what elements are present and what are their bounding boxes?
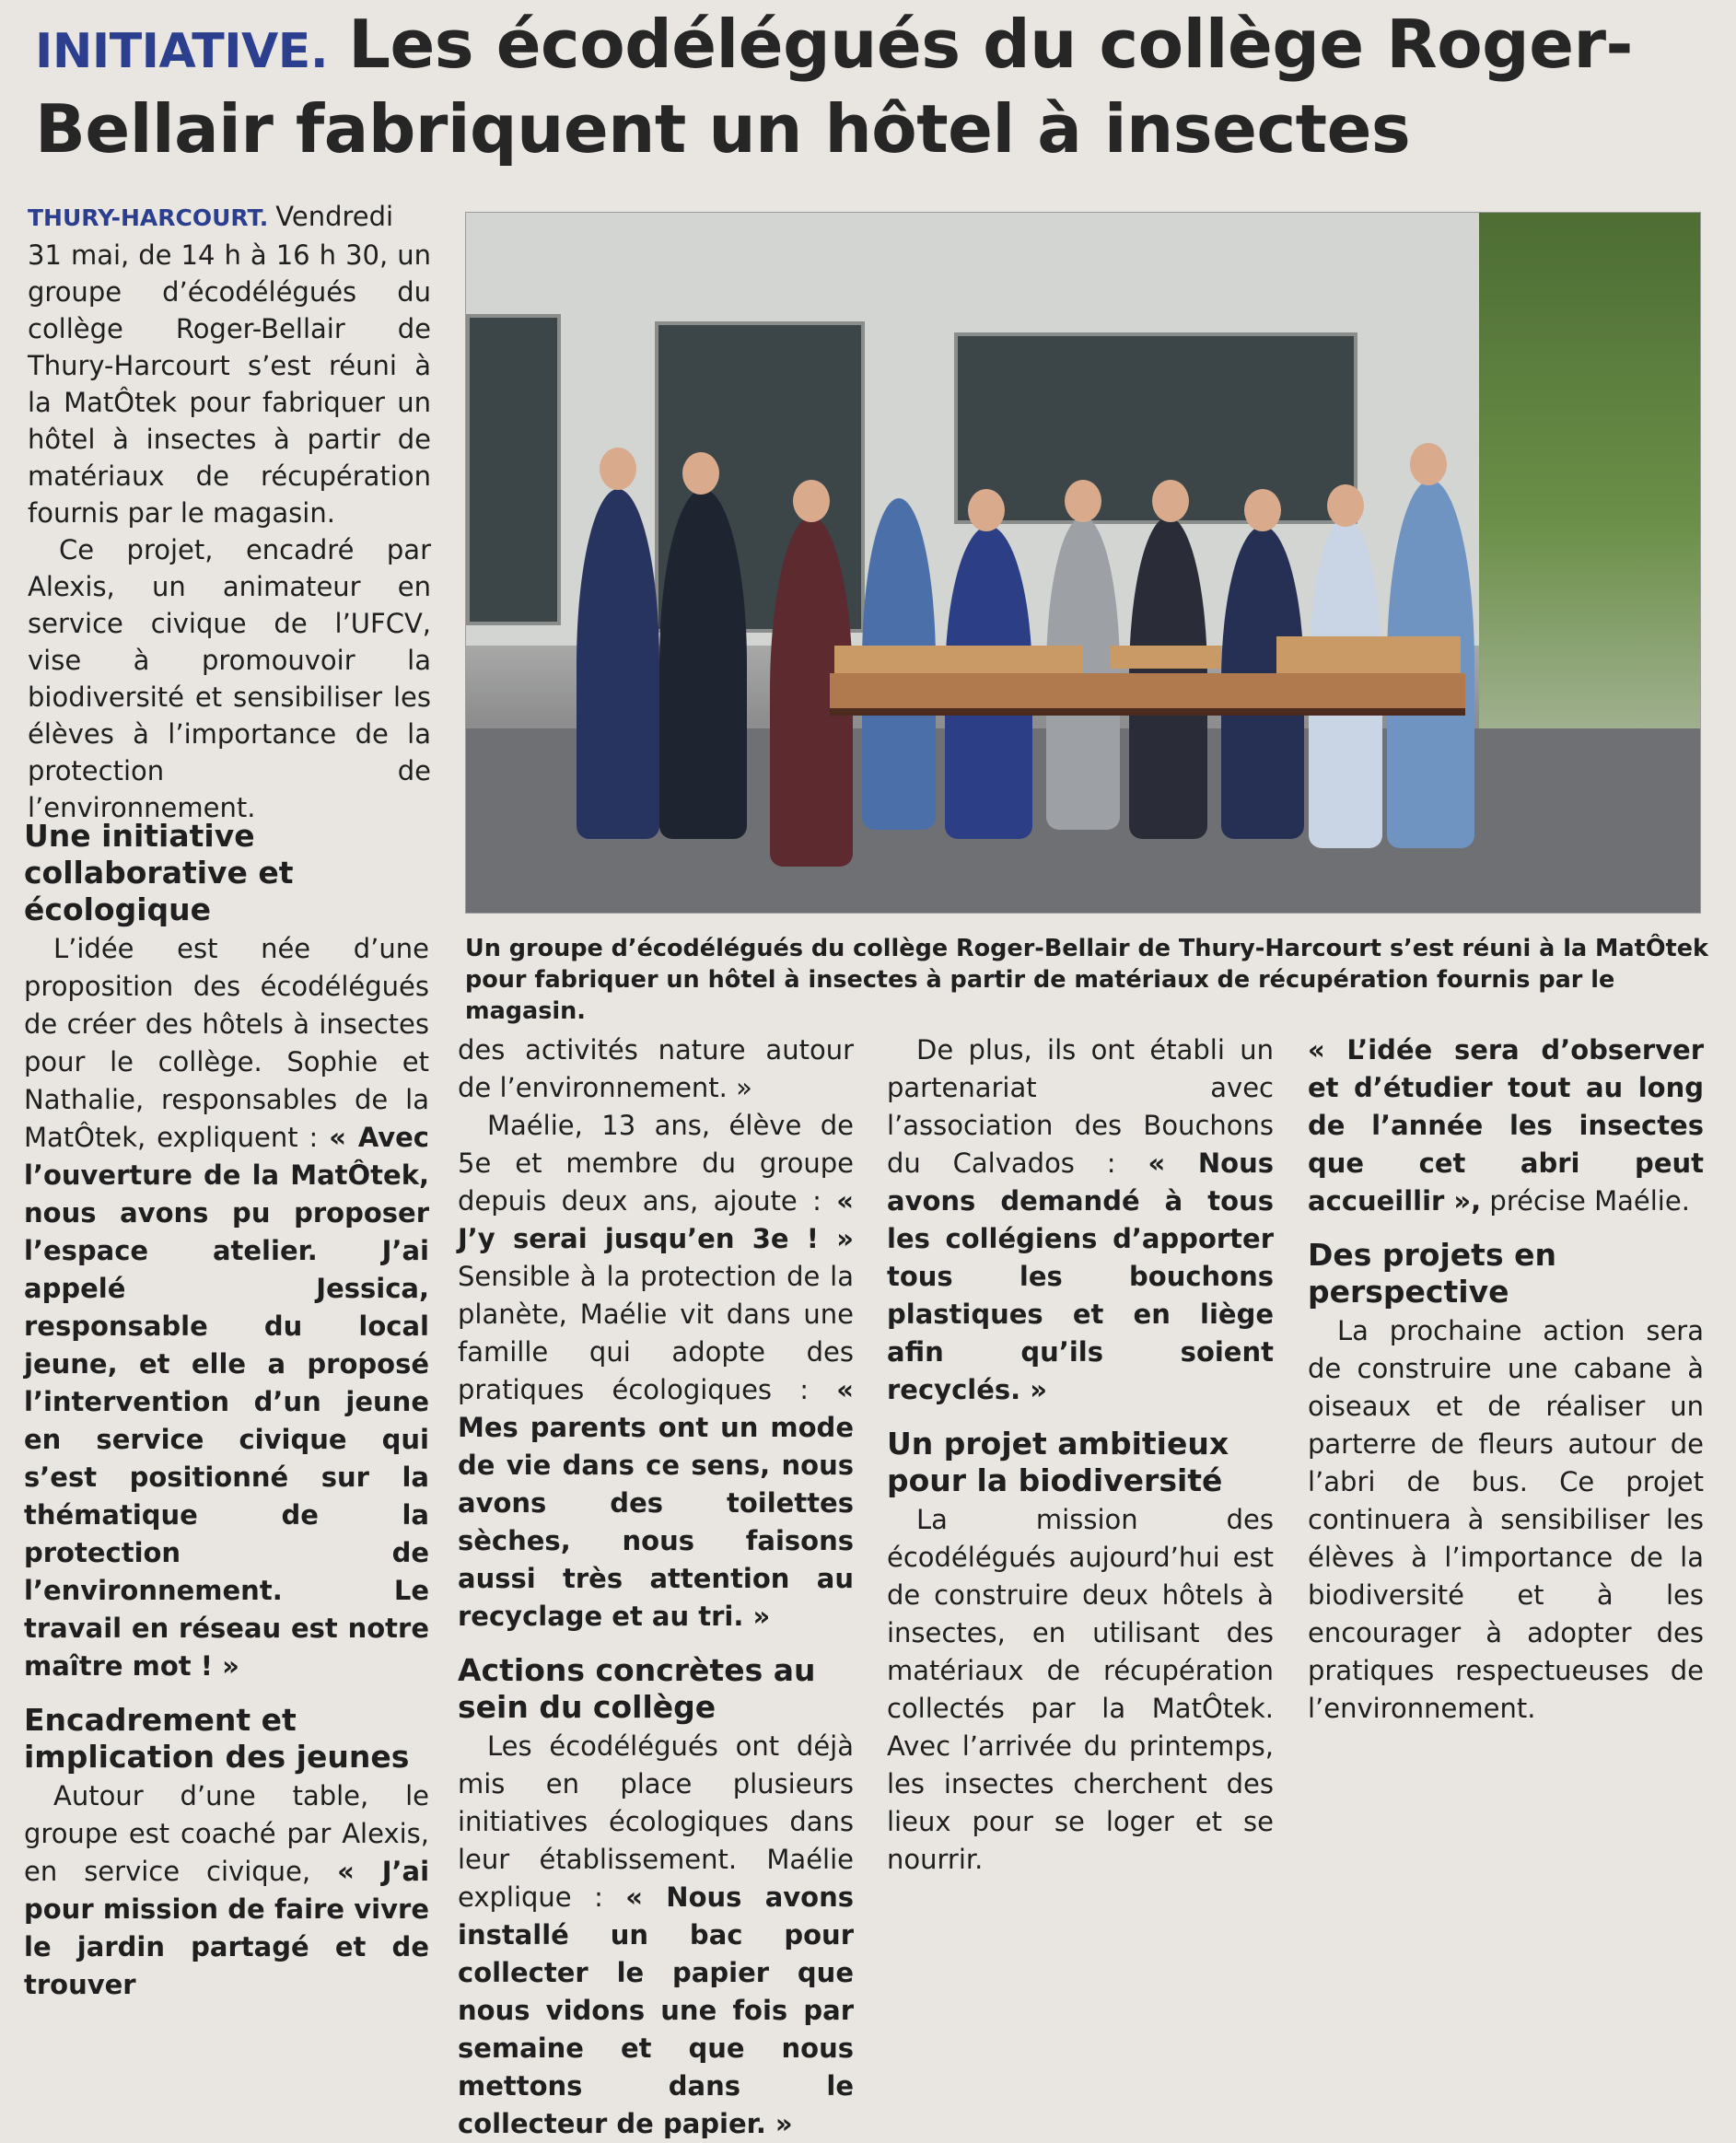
photo-face bbox=[682, 452, 719, 495]
section-3-quote-2: « Nous avons demandé à tous les collégiens d’apporter tous les bouchons plastiques et en liège afin qu’ils soient recyclés. » bbox=[887, 1147, 1275, 1405]
column-4 bbox=[1308, 1031, 1704, 1728]
section-2-maelie: Maélie, 13 ans, élève de 5e et membre du groupe depuis deux ans, ajoute : bbox=[458, 1110, 854, 1217]
column-1 bbox=[24, 801, 429, 2004]
subheading-2: Encadrement et implication des jeunes bbox=[24, 1702, 410, 1775]
section-2-paragraph-2 bbox=[458, 1107, 854, 1636]
section-1-quote: « Avec l’ouverture de la MatÔtek, nous avons pu proposer l’espace atelier. J’ai appelé Jessica, responsable du local jeune, et elle a proposé l’intervention d’un jeune en service civique qui s’est positionné sur la thématique de la protection de l’environnement. Le travail en réseau est notre maître mot ! » bbox=[24, 1122, 429, 1682]
section-4-tail: précise Maélie. bbox=[1489, 1185, 1690, 1217]
photo-wood-board bbox=[834, 646, 1083, 673]
section-2-quote-end: des activités nature autour de l’environnement. » bbox=[458, 1034, 854, 1103]
section-3-paragraph bbox=[458, 1728, 854, 2143]
section-1-paragraph bbox=[24, 930, 429, 1685]
lead-paragraph-1: Vendredi 31 mai, de 14 h à 16 h 30, un groupe d’écodélégués du collège Roger-Bellair de Thury-Harcourt s’est réuni à la MatÔtek pour fabriquer un hôtel à insectes à partir de matériaux de récupération fournis par le magasin. bbox=[28, 201, 431, 529]
dateline: THURY-HARCOURT. bbox=[28, 204, 269, 231]
lead-paragraph-2: Ce projet, encadré par Alexis, un animateur en service civique de l’UFCV, vise à promouvoir la biodiversité et sensibiliser les élèves à l’importance de la protection de l’environnement. bbox=[28, 534, 431, 823]
column-2 bbox=[458, 1031, 854, 2143]
photo-caption: Un groupe d’écodélégués du collège Roger-Bellair de Thury-Harcourt s’est réuni à la MatÔtek pour fabriquer un hôtel à insectes à partir de matériaux de récupération fournis par le magasin. bbox=[465, 935, 1708, 1025]
kicker: INITIATIVE. bbox=[35, 24, 329, 79]
article-photo bbox=[465, 212, 1701, 914]
subheading-1: Une initiative collaborative et écologique bbox=[24, 818, 294, 927]
article-headline bbox=[35, 6, 1720, 168]
section-2-quote-2: « J’y serai jusqu’en 3e ! » bbox=[458, 1185, 855, 1254]
section-3-paragraph-2 bbox=[887, 1031, 1274, 1409]
photo-face bbox=[1410, 443, 1447, 485]
section-4-paragraph-2 bbox=[1308, 1031, 1704, 1220]
section-4-paragraph: La mission des écodélégués aujourd’hui est de construire deux hôtels à insectes, en utilisant des matériaux de récupération collectés par la MatÔtek. Avec l’arrivée du printemps, les insectes cherchent des lieux pour se loger et se nourrir. bbox=[887, 1504, 1274, 1875]
photo-table bbox=[830, 673, 1465, 716]
photo-face bbox=[1327, 484, 1364, 527]
photo-face bbox=[1244, 489, 1281, 531]
article-title: Les écodélégués du collège Roger-Bellair fabriquent un hôtel à insectes bbox=[35, 6, 1633, 168]
photo-wood-board bbox=[1111, 646, 1221, 669]
photo-face bbox=[968, 489, 1005, 531]
section-2-quote-start: « J’ai pour mission de faire vivre le jardin partagé et de trouver bbox=[24, 1856, 430, 2000]
column-3 bbox=[887, 1031, 1274, 1879]
photo-trees bbox=[1479, 213, 1700, 728]
section-3-intro: Les écodélégués ont déjà mis en place plusieurs initiatives écologiques dans leur établissement. Maélie explique : bbox=[458, 1730, 854, 1913]
subheading-3: Actions concrètes au sein du collège bbox=[458, 1652, 816, 1725]
section-2-quote-3: « Mes parents ont un mode de vie dans ce sens, nous avons des toilettes sèches, nous faisons aussi très attention au recyclage et au tri. » bbox=[458, 1374, 854, 1632]
section-3-partner: De plus, ils ont établi un partenariat avec l’association des Bouchons du Calvados : bbox=[887, 1034, 1274, 1179]
section-3-quote: « Nous avons installé un bac pour collecter le papier que nous vidons une fois par semaine et que nous mettons dans le collecteur de papier. » bbox=[458, 1881, 854, 2139]
photo-person bbox=[577, 489, 659, 839]
photo-face bbox=[1065, 480, 1101, 522]
photo-window bbox=[466, 314, 561, 625]
photo-person bbox=[659, 489, 747, 839]
section-2-intro: Autour d’une table, le groupe est coaché par Alexis, en service civique, bbox=[24, 1780, 429, 1887]
section-5-paragraph: La prochaine action sera de construire une cabane à oiseaux et de réaliser un parterre de fleurs autour de l’abri de bus. Ce projet continuera à sensibiliser les élèves à l’importance de la biodiversité et à les encourager à adopter des pratiques respectueuses de l’environnement. bbox=[1308, 1315, 1704, 1724]
subheading-5: Des projets en perspective bbox=[1308, 1237, 1556, 1310]
section-1-intro: L’idée est née d’une proposition des écodélégués de créer des hôtels à insectes pour le collège. Sophie et Nathalie, responsables de la MatÔtek, expliquent : bbox=[24, 933, 429, 1153]
section-4-quote: « L’idée sera d’observer et d’étudier tout au long de l’année les insectes que cet abri peut accueillir », bbox=[1308, 1034, 1704, 1217]
section-2-paragraph bbox=[24, 1777, 429, 2004]
photo-face bbox=[600, 448, 636, 490]
lead-column bbox=[28, 198, 431, 826]
photo-face bbox=[1152, 480, 1189, 522]
subheading-4: Un projet ambitieux pour la biodiversité bbox=[887, 1426, 1229, 1498]
photo-face bbox=[793, 480, 830, 522]
section-2-maelie-b: Sensible à la protection de la planète, Maélie vit dans une famille qui adopte des pratiques écologiques : bbox=[458, 1261, 854, 1405]
photo-wood-board bbox=[1276, 636, 1461, 673]
